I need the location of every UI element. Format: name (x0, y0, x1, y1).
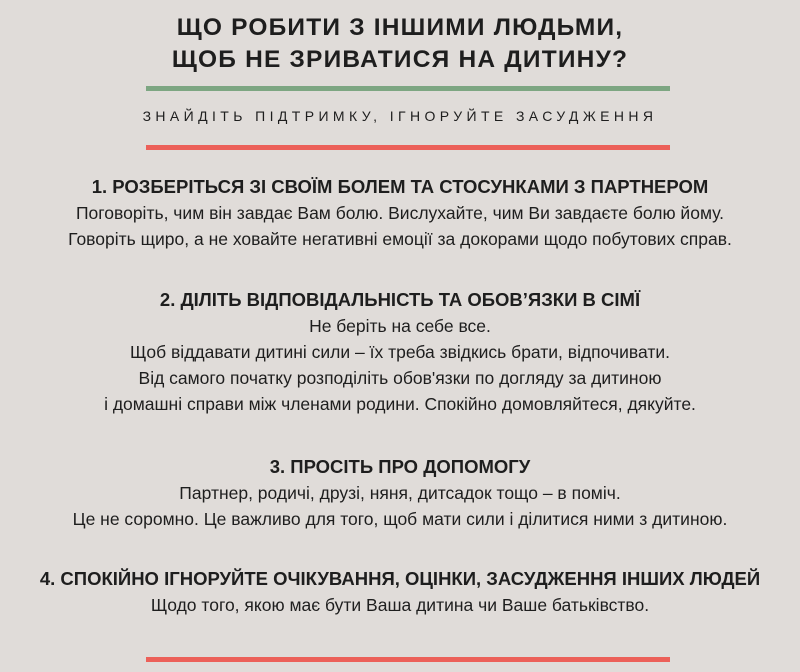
section-text-line: Це не соромно. Це важливо для того, щоб мати сили і ділитися ними з дитиною. (72, 509, 728, 529)
section-text-line: Партнер, родичі, друзі, няня, дитсадок тощо – в поміч. (179, 483, 621, 503)
divider-green (146, 86, 670, 91)
section-text-line: Говоріть щиро, а не ховайте негативні емоції за докорами щодо побутових справ. (68, 229, 732, 249)
section-text-line: Від самого початку розподіліть обов'язки по догляду за дитиною (138, 368, 662, 388)
section-1 (0, 174, 800, 252)
title-line-2: ЩОБ НЕ ЗРИВАТИСЯ НА ДИТИНУ? (171, 46, 629, 73)
section-4 (0, 566, 800, 618)
section-heading: 4. СПОКІЙНО ІГНОРУЙТЕ ОЧІКУВАННЯ, ОЦІНКИ, ЗАСУДЖЕННЯ ІНШИХ ЛЮДЕЙ (39, 568, 761, 589)
page-title (0, 12, 800, 76)
section-heading: 2. ДІЛІТЬ ВІДПОВІДАЛЬНІСТЬ ТА ОБОВ’ЯЗКИ В СІМЇ (159, 289, 641, 310)
section-heading: 3. ПРОСІТЬ ПРО ДОПОМОГУ (269, 456, 531, 477)
section-text-line: Поговоріть, чим він завдає Вам болю. Вислухайте, чим Ви завдаєте болю йому. (75, 203, 725, 223)
subtitle: ЗНАЙДІТЬ ПІДТРИМКУ, ІГНОРУЙТЕ ЗАСУДЖЕННЯ (142, 108, 658, 124)
section-text-line: і домашні справи між членами родини. Спокійно домовляйтеся, дякуйте. (104, 394, 696, 414)
section-3 (0, 454, 800, 532)
section-2 (0, 287, 800, 417)
title-line-1: ЩО РОБИТИ З ІНШИМИ ЛЮДЬМИ, (176, 14, 624, 41)
section-heading: 1. РОЗБЕРІТЬСЯ ЗІ СВОЇМ БОЛЕМ ТА СТОСУНКАМИ З ПАРТНЕРОМ (91, 176, 709, 197)
divider-red (146, 145, 670, 150)
section-text-line: Не беріть на себе все. (309, 316, 491, 336)
divider-bottom-red (146, 657, 670, 662)
section-text-line: Щоб віддавати дитині сили – їх треба звідкись брати, відпочивати. (129, 342, 670, 362)
section-text-line: Щодо того, якою має бути Ваша дитина чи Ваше батьківство. (150, 595, 650, 615)
